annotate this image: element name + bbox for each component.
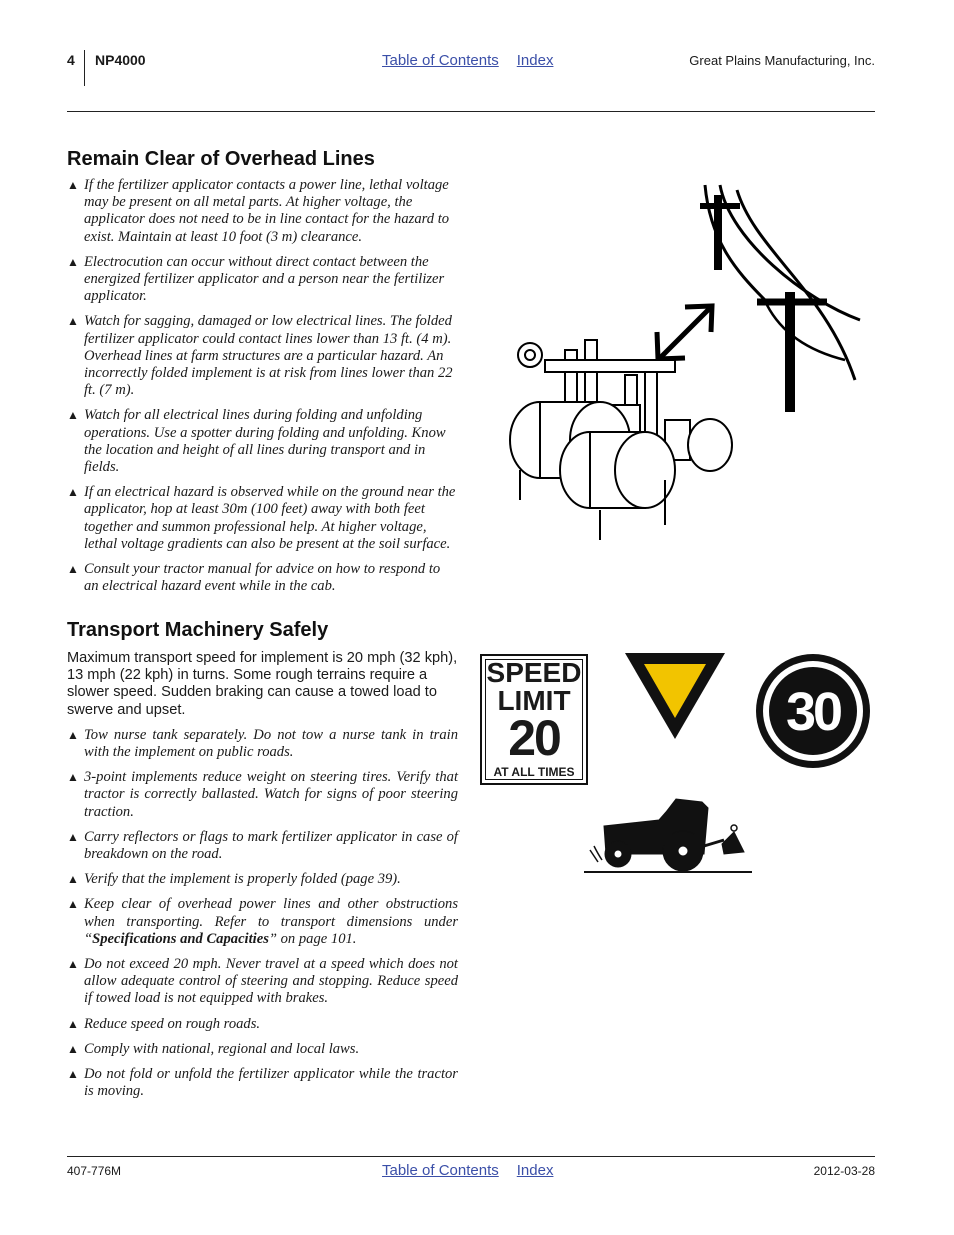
- speed-30-sign-icon: [754, 652, 872, 770]
- specs-emphasis: Specifications and Capacities: [92, 930, 269, 947]
- index-link[interactable]: Index: [516, 1162, 554, 1179]
- triangle-bullet-icon: ▲: [67, 485, 79, 500]
- overhead-bullets: [67, 177, 458, 595]
- doc-number: 407-776M: [67, 1164, 122, 1178]
- toc-link[interactable]: Table of Contents: [382, 52, 499, 69]
- clearance-arrow-icon: [657, 306, 712, 359]
- list-item: ▲ Do not fold or unfold the fertilizer applicator while the tractor is moving.: [67, 1066, 458, 1100]
- triangle-bullet-icon: ▲: [67, 957, 79, 972]
- list-item: ▲ Verify that the implement is properly folded (page 39).: [67, 871, 401, 888]
- header-nav: [382, 52, 567, 70]
- at-all-times-label: AT ALL TIMES: [493, 765, 575, 779]
- list-item: ▲ If the fertilizer applicator contacts a power line, lethal voltage may be present on all metal parts. At higher voltage, the applicator does not need to be in line contact for the hazard to exist. Maintain at least 10 foot (3 m) clearance.: [67, 177, 450, 245]
- list-item: ▲ 3-point implements reduce weight on steering tires. Verify that tractor is correctly ballasted. Watch for signs of poor steering traction.: [67, 769, 458, 820]
- list-item: ▲ Tow nurse tank separately. Do not tow a nurse tank in train with the implement on public roads.: [67, 726, 458, 761]
- header-divider: [84, 50, 85, 86]
- round-sign-value: 30: [785, 682, 841, 742]
- list-item: ▲ Watch for sagging, damaged or low electrical lines. The folded fertilizer applicator could contact lines lower than 13 ft. (4 m). Overhead lines at farm structures are a particular hazard. An incorrectly folded implement is at risk from lines lower than 22 ft. (7 m).: [67, 313, 453, 399]
- utility-pole-icon: [700, 185, 860, 412]
- list-item: ▲ Reduce speed on rough roads.: [67, 1015, 261, 1032]
- speed-limit-sign: [480, 654, 588, 785]
- power-line-illustration: [505, 180, 865, 545]
- footer-nav: [382, 1162, 567, 1180]
- list-item: ▲ Carry reflectors or flags to mark fertilizer applicator in case of breakdown on the road.: [67, 828, 458, 863]
- triangle-bullet-icon: ▲: [67, 408, 79, 423]
- triangle-bullet-icon: ▲: [67, 178, 79, 192]
- list-item: ▲ Do not exceed 20 mph. Never travel at a speed which does not allow adequate control of steering and stopping. Reduce speed if towed load is not equipped with brakes.: [67, 956, 458, 1007]
- speed-label: SPEED: [486, 657, 582, 688]
- section-transport: [67, 619, 458, 1108]
- toc-link[interactable]: Table of Contents: [382, 1162, 499, 1179]
- list-item: ▲ Comply with national, regional and local laws.: [67, 1040, 360, 1057]
- list-item: ▲ If an electrical hazard is observed while on the ground near the applicator, hop at least 30m (100 feet) away with both feet together and summon professional help. At higher voltage, lethal voltage gradients can also be present at the soil surface.: [67, 484, 456, 552]
- triangle-bullet-icon: ▲: [67, 1016, 79, 1031]
- header-rule: [67, 111, 875, 112]
- list-item: ▲ Watch for all electrical lines during folding and unfolding operations. Use a spotter during folding and unfolding. Know the location and height of all lines during transport and in fields.: [67, 407, 446, 476]
- triangle-bullet-icon: ▲: [67, 872, 79, 887]
- triangle-bullet-icon: ▲: [67, 727, 79, 742]
- model-name: NP4000: [95, 52, 146, 68]
- tractor-towing-icon: [584, 796, 754, 876]
- triangle-bullet-icon: ▲: [67, 1041, 79, 1056]
- triangle-bullet-icon: ▲: [67, 314, 79, 329]
- triangle-bullet-icon: ▲: [67, 897, 79, 912]
- triangle-bullet-icon: ▲: [67, 254, 79, 269]
- motion-lines-icon: [590, 846, 602, 862]
- list-item: ▲ Keep clear of overhead power lines and other obstructions when transporting. Refer to transport dimensions under “Specifications and Capacities” on page 101.: [67, 896, 458, 947]
- list-item: ▲ Electrocution can occur without direct contact between the energized fertilizer applicator and a person near the fertilizer applicator.: [67, 253, 445, 305]
- yield-sign-icon: [622, 650, 728, 742]
- section-title: Transport Machinery Safely: [67, 619, 329, 641]
- page-number: 4: [67, 52, 75, 68]
- limit-label: LIMIT: [497, 685, 571, 716]
- footer-rule: [67, 1156, 875, 1157]
- speed-value: 20: [508, 710, 560, 766]
- company-name: Great Plains Manufacturing, Inc.: [689, 53, 875, 68]
- transport-bullets: [67, 727, 458, 1101]
- section-overhead-lines: [67, 148, 458, 603]
- triangle-bullet-icon: ▲: [67, 770, 79, 785]
- triangle-bullet-icon: ▲: [67, 1067, 79, 1082]
- index-link[interactable]: Index: [516, 52, 554, 69]
- fertilizer-applicator-icon: [510, 340, 732, 540]
- triangle-bullet-icon: ▲: [67, 562, 79, 577]
- transport-intro: Maximum transport speed for implement is 20 mph (32 kph), 13 mph (22 kph) in turns. Some rough terrains require a slower speed. Sudden braking can cause a towed load to swerve and upset.: [67, 650, 458, 718]
- list-item: ▲ Consult your tractor manual for advice on how to respond to an electrical hazard event while in the cab.: [67, 561, 441, 595]
- doc-date: 2012-03-28: [813, 1164, 875, 1178]
- triangle-bullet-icon: ▲: [67, 829, 79, 844]
- section-title: Remain Clear of Overhead Lines: [67, 148, 375, 170]
